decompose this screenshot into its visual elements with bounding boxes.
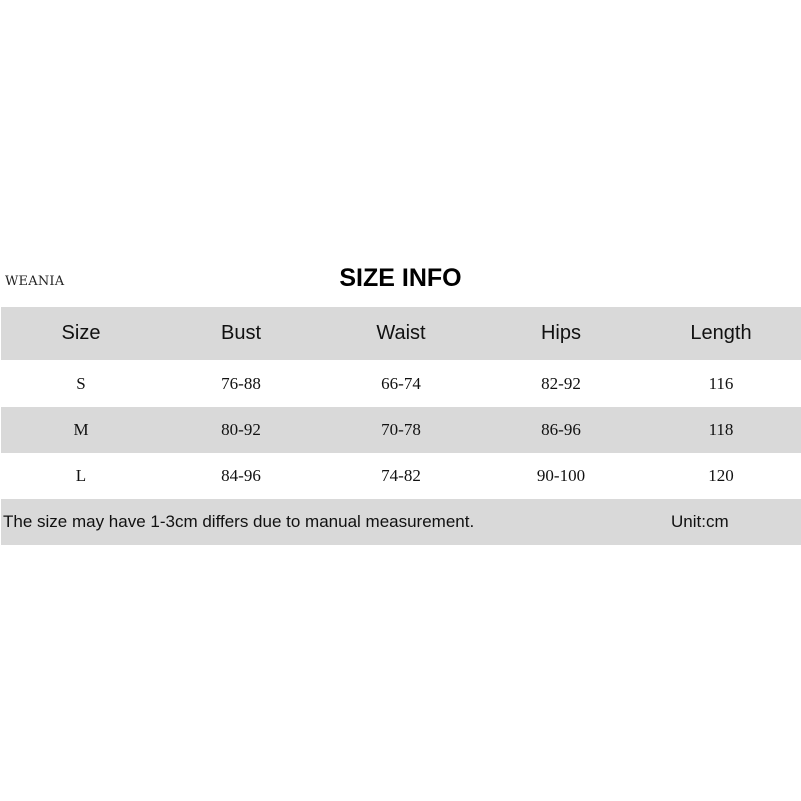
table-row (1, 453, 801, 499)
header-size: Size (61, 322, 101, 344)
cell-bust: 84-96 (221, 466, 261, 485)
header-bust: Bust (220, 322, 262, 344)
cell-hips: 86-96 (541, 420, 581, 439)
header-hips: Hips (540, 322, 581, 344)
cell-bust: 76-88 (221, 374, 261, 393)
unit-label: Unit:cm (671, 512, 729, 531)
cell-hips: 82-92 (541, 374, 581, 393)
cell-hips: 90-100 (536, 466, 586, 485)
cell-waist: 74-82 (381, 466, 421, 485)
header-length: Length (690, 322, 752, 344)
table-row (1, 361, 801, 407)
table-header-row (1, 307, 801, 360)
table-footer (1, 499, 801, 545)
cell-waist: 66-74 (381, 374, 421, 393)
cell-bust: 80-92 (221, 420, 261, 439)
table-row (1, 407, 801, 453)
cell-length: 116 (708, 374, 734, 393)
brand-logo-text: WEANIA (5, 274, 65, 289)
cell-waist: 70-78 (381, 420, 421, 439)
header-waist: Waist (376, 322, 426, 344)
size-table (1, 307, 801, 545)
measurement-note: The size may have 1-3cm differs due to manual measurement. (3, 512, 475, 531)
cell-size: L (75, 466, 87, 485)
page-title: SIZE INFO (339, 264, 462, 292)
cell-length: 118 (708, 420, 734, 439)
cell-size: S (76, 374, 86, 393)
cell-size: M (73, 420, 89, 439)
cell-length: 120 (708, 466, 734, 485)
